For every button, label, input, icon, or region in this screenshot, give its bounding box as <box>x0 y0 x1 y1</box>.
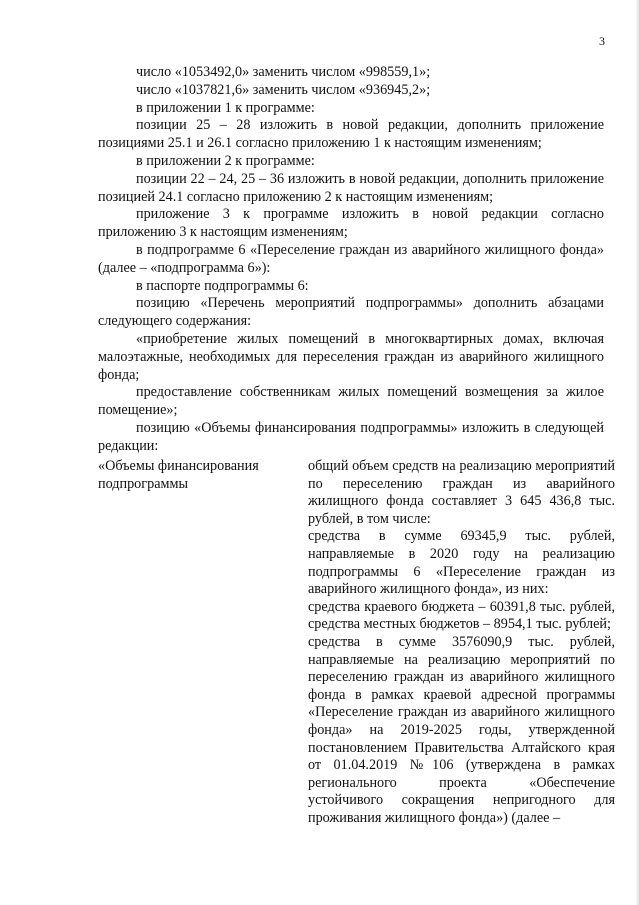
scan-edge-shadow <box>635 0 639 905</box>
table-content-paragraph: средства в сумме 3576090,9 тыс. рублей, направляемые на реализацию мероприятий по переселению граждан из аварийного жилищного фонда в рамках краевой адресной программы «Переселение граждан из аварийного жилищного фонда» на 2019-2025 годы, утвержденной постановлением Правительства Алтайского края от 01.04.2019 №106 (утверждена в рамках регионального проекта «Обеспечение устойчивого сокращения непригодного для проживания жилищного фонда») (далее – <box>308 633 615 826</box>
paragraph: приложение 3 к программе изложить в новой редакции согласно приложению 3 к настоящим изменениям; <box>98 206 604 241</box>
paragraph: предоставление собственникам жилых помещений возмещения за жилое помещение»; <box>98 384 604 419</box>
table-label-cell: «Объемы финансирования подпрограммы <box>98 458 259 492</box>
paragraph: позицию «Объемы финансирования подпрограммы» изложить в следующей редакции: <box>98 419 604 454</box>
table-content-paragraph: средства краевого бюджета – 60391,8 тыс. рублей, средства местных бюджетов – 8954,1 тыс. рублей; <box>308 598 615 633</box>
paragraph: позиции 25 – 28 изложить в новой редакции, дополнить приложение позициями 25.1 и 26.1 согласно приложению 1 к настоящим изменениям; <box>98 117 604 152</box>
paragraph: число «1037821,6» заменить числом «936945,2»; <box>136 81 431 98</box>
paragraph: позицию «Перечень мероприятий подпрограммы» дополнить абзацами следующего содержания: <box>98 295 604 330</box>
table-content-paragraph: средства в сумме 69345,9 тыс. рублей, направляемые в 2020 году на реализацию подпрограммы 6 «Переселение граждан из аварийного жилищного фонда», из них: <box>308 528 615 598</box>
document-body <box>98 64 604 456</box>
table-content-cell <box>308 458 615 827</box>
paragraph: в приложении 1 к программе: <box>136 99 315 116</box>
paragraph: в подпрограмме 6 «Переселение граждан из аварийного жилищного фонда» (далее – «подпрограмма 6»): <box>98 241 604 276</box>
table-content-paragraph: общий объем средств на реализацию мероприятий по переселению граждан из аварийного жилищного фонда составляет 3 645 436,8 тыс. рублей, в том числе: <box>308 458 615 527</box>
page-number: 3 <box>599 34 605 48</box>
paragraph: позиции 22 – 24, 25 – 36 изложить в новой редакции, дополнить приложение позицией 24.1 согласно приложению 2 к настоящим изменениям; <box>98 170 604 205</box>
paragraph: «приобретение жилых помещений в многоквартирных домах, включая малоэтажные, необходимых для переселения граждан из аварийного жилищного фонда; <box>98 330 604 383</box>
paragraph: в паспорте подпрограммы 6: <box>136 277 309 294</box>
paragraph: в приложении 2 к программе: <box>136 152 315 169</box>
paragraph: число «1053492,0» заменить числом «998559,1»; <box>136 64 431 80</box>
